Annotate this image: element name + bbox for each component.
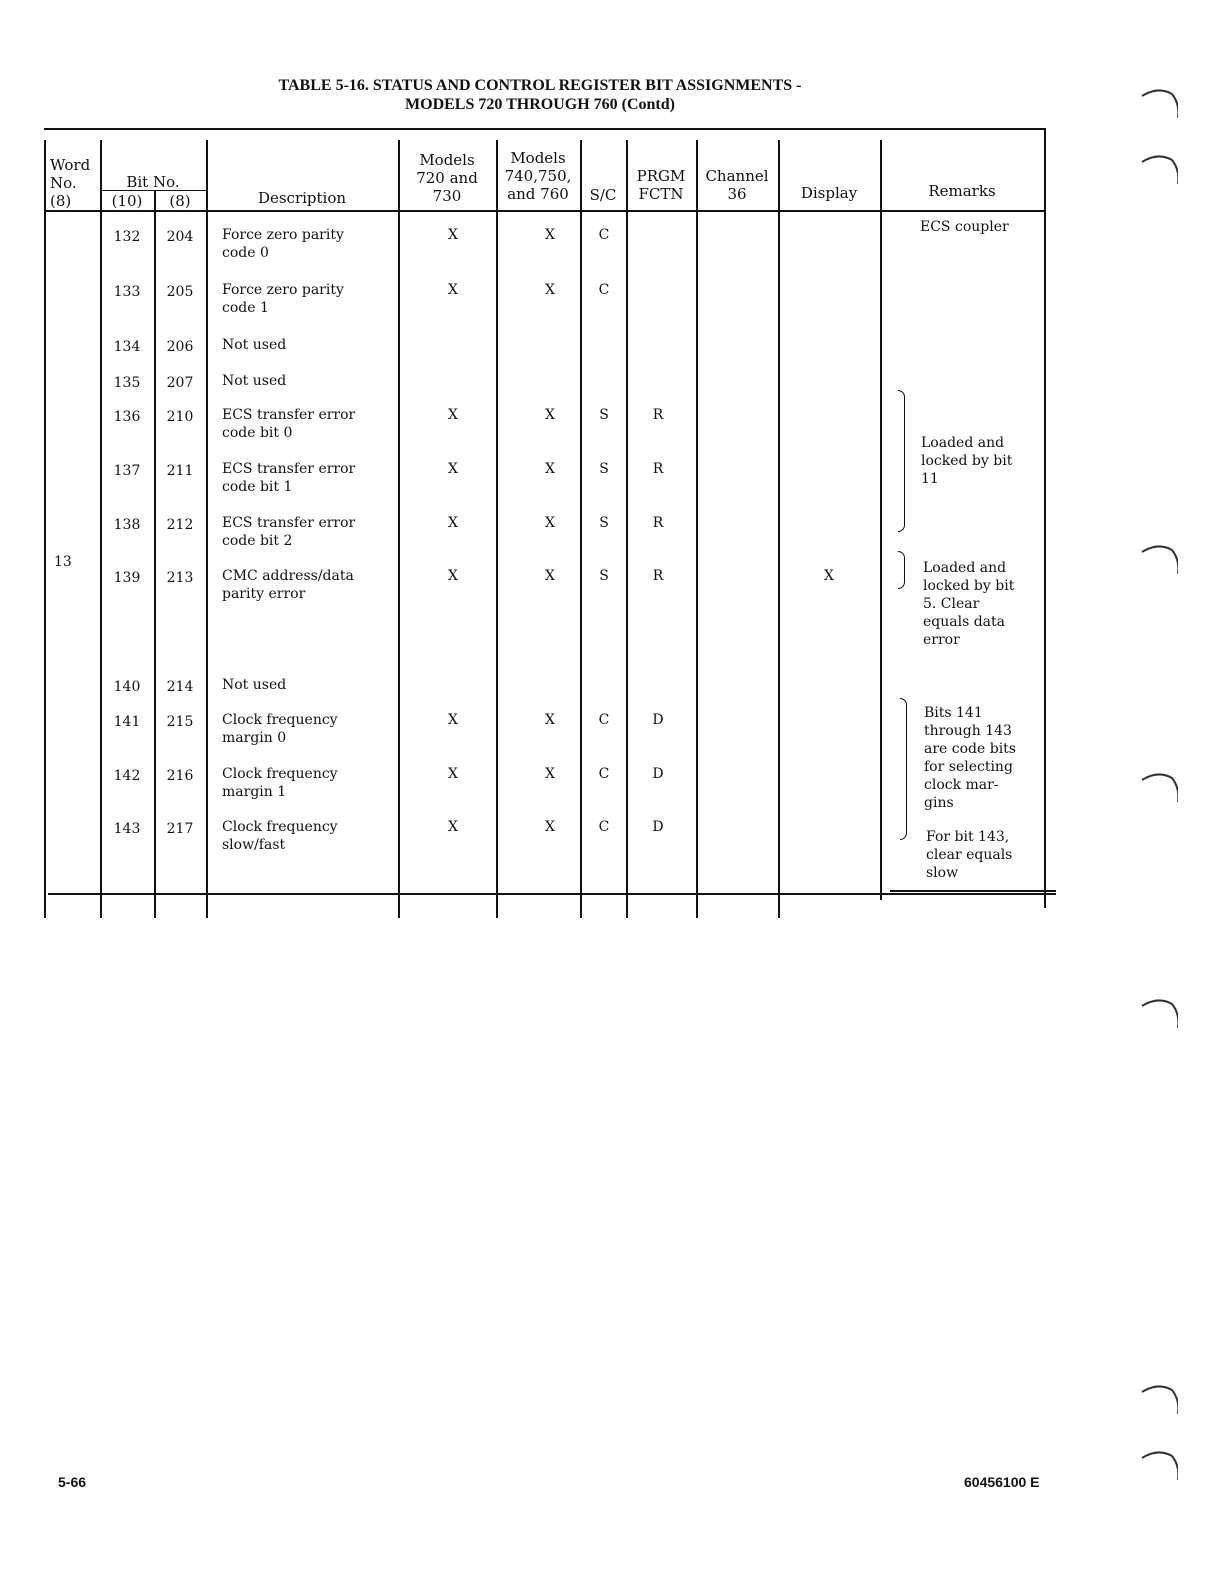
cell-models-720-730: X xyxy=(448,819,458,835)
cell-bit-decimal: 141 xyxy=(113,714,141,730)
cell-sc: C xyxy=(598,227,610,243)
cell-models-720-730: X xyxy=(448,568,458,584)
document-number: 60456100 E xyxy=(964,1474,1040,1490)
cell-sc: S xyxy=(599,461,609,477)
header-bit-no: Bit No. xyxy=(126,173,180,191)
cell-bit-octal: 211 xyxy=(166,463,194,479)
cell-models-740-760: X xyxy=(545,407,555,423)
brace-bits-141-143 xyxy=(900,698,907,840)
cell-bit-decimal: 138 xyxy=(113,517,141,533)
cell-bit-decimal: 135 xyxy=(113,375,141,391)
binder-hole-mark xyxy=(1140,768,1178,808)
cell-models-740-760: X xyxy=(545,515,555,531)
header-bit-8: (8) xyxy=(169,192,191,210)
cell-prgm-fctn: R xyxy=(652,515,664,531)
cell-bit-octal: 215 xyxy=(166,714,194,730)
cell-models-720-730: X xyxy=(448,282,458,298)
cell-prgm-fctn: D xyxy=(652,766,664,782)
cell-description: Not used xyxy=(222,337,287,353)
cell-models-740-760: X xyxy=(545,819,555,835)
col-rule-bit8 xyxy=(206,140,208,918)
header-remarks: Remarks xyxy=(928,182,996,200)
cell-bit-octal: 205 xyxy=(166,284,194,300)
cell-bit-decimal: 132 xyxy=(113,229,141,245)
table-title-line1: TABLE 5-16. STATUS AND CONTROL REGISTER BIT ASSIGNMENTS - xyxy=(278,77,802,94)
cell-bit-octal: 210 xyxy=(166,409,194,425)
cell-models-740-760: X xyxy=(545,766,555,782)
cell-sc: C xyxy=(598,819,610,835)
cell-sc: C xyxy=(598,766,610,782)
binder-hole-mark xyxy=(1140,150,1178,190)
brace-bit-139 xyxy=(898,551,905,589)
remark-bit-143-slow: For bit 143, clear equals slow xyxy=(926,829,1013,881)
cell-bit-octal: 204 xyxy=(166,229,194,245)
page-number: 5-66 xyxy=(58,1474,87,1490)
cell-models-740-760: X xyxy=(545,227,555,243)
cell-bit-octal: 213 xyxy=(166,570,194,586)
col-rule-channel xyxy=(778,140,780,918)
binder-hole-mark xyxy=(1140,540,1178,580)
binder-hole-mark xyxy=(1140,1380,1178,1420)
cell-description: Force zero parity code 1 xyxy=(222,282,344,316)
cell-description: Clock frequency slow/fast xyxy=(222,819,338,853)
table-bottom-rule xyxy=(48,893,1056,895)
col-rule-left xyxy=(44,140,46,918)
cell-models-740-760: X xyxy=(545,461,555,477)
header-prgm-fctn: PRGM FCTN xyxy=(636,167,686,203)
remark-ecs-coupler: ECS coupler xyxy=(920,219,1009,235)
remark-clock-margins: Bits 141 through 143 are code bits for selecting clock mar- gins xyxy=(924,705,1016,811)
col-rule-right xyxy=(1044,128,1046,908)
header-bottom-rule xyxy=(44,210,1046,212)
cell-description: CMC address/data parity error xyxy=(222,568,354,602)
cell-sc: S xyxy=(599,568,609,584)
remark-loaded-bit-5: Loaded and locked by bit 5. Clear equals data error xyxy=(923,560,1015,648)
cell-bit-decimal: 142 xyxy=(113,768,141,784)
cell-sc: S xyxy=(599,515,609,531)
cell-bit-decimal: 140 xyxy=(113,679,141,695)
cell-description: Clock frequency margin 1 xyxy=(222,766,338,800)
cell-bit-octal: 216 xyxy=(166,768,194,784)
cell-models-720-730: X xyxy=(448,515,458,531)
cell-description: ECS transfer error code bit 2 xyxy=(222,515,356,549)
header-models-720-730: Models 720 and 730 xyxy=(416,151,478,205)
header-description: Description xyxy=(257,189,347,207)
word-number: 13 xyxy=(54,554,72,570)
cell-bit-decimal: 133 xyxy=(113,284,141,300)
header-word-no: Word No. (8) xyxy=(50,156,91,210)
cell-bit-octal: 214 xyxy=(166,679,194,695)
cell-models-720-730: X xyxy=(448,766,458,782)
cell-models-720-730: X xyxy=(448,712,458,728)
cell-description: ECS transfer error code bit 0 xyxy=(222,407,356,441)
col-rule-prgm xyxy=(696,140,698,918)
remarks-bottom-rule xyxy=(890,890,1056,892)
brace-bits-136-138 xyxy=(898,390,905,532)
binder-hole-mark xyxy=(1140,994,1178,1034)
header-sc: S/C xyxy=(589,186,617,204)
cell-bit-octal: 217 xyxy=(166,821,194,837)
cell-bit-octal: 212 xyxy=(166,517,194,533)
cell-bit-decimal: 139 xyxy=(113,570,141,586)
cell-description: Force zero parity code 0 xyxy=(222,227,344,261)
remark-loaded-bit-11: Loaded and locked by bit 11 xyxy=(921,435,1013,487)
binder-hole-mark xyxy=(1140,1446,1178,1486)
cell-models-720-730: X xyxy=(448,227,458,243)
cell-sc: C xyxy=(598,712,610,728)
cell-sc: S xyxy=(599,407,609,423)
table-top-rule xyxy=(44,128,1046,130)
cell-bit-decimal: 137 xyxy=(113,463,141,479)
cell-description: Not used xyxy=(222,677,287,693)
col-rule-display xyxy=(880,140,882,900)
binder-hole-mark xyxy=(1140,84,1178,124)
cell-bit-octal: 206 xyxy=(166,339,194,355)
cell-models-720-730: X xyxy=(448,461,458,477)
cell-description: Not used xyxy=(222,373,287,389)
cell-prgm-fctn: R xyxy=(652,568,664,584)
cell-models-740-760: X xyxy=(545,282,555,298)
cell-prgm-fctn: D xyxy=(652,819,664,835)
table-title-line2: MODELS 720 THROUGH 760 (Contd) xyxy=(405,96,675,113)
header-models-740-760: Models 740,750, and 760 xyxy=(504,149,572,203)
cell-bit-decimal: 134 xyxy=(113,339,141,355)
cell-prgm-fctn: R xyxy=(652,461,664,477)
header-display: Display xyxy=(800,184,858,202)
cell-prgm-fctn: R xyxy=(652,407,664,423)
header-channel-36: Channel 36 xyxy=(705,167,769,203)
cell-models-740-760: X xyxy=(545,712,555,728)
cell-display: X xyxy=(824,568,834,584)
cell-models-720-730: X xyxy=(448,407,458,423)
cell-description: Clock frequency margin 0 xyxy=(222,712,338,746)
cell-sc: C xyxy=(598,282,610,298)
cell-models-740-760: X xyxy=(545,568,555,584)
header-bit-10: (10) xyxy=(111,192,143,210)
cell-bit-decimal: 136 xyxy=(113,409,141,425)
cell-bit-octal: 207 xyxy=(166,375,194,391)
cell-bit-decimal: 143 xyxy=(113,821,141,837)
cell-prgm-fctn: D xyxy=(652,712,664,728)
cell-description: ECS transfer error code bit 1 xyxy=(222,461,356,495)
